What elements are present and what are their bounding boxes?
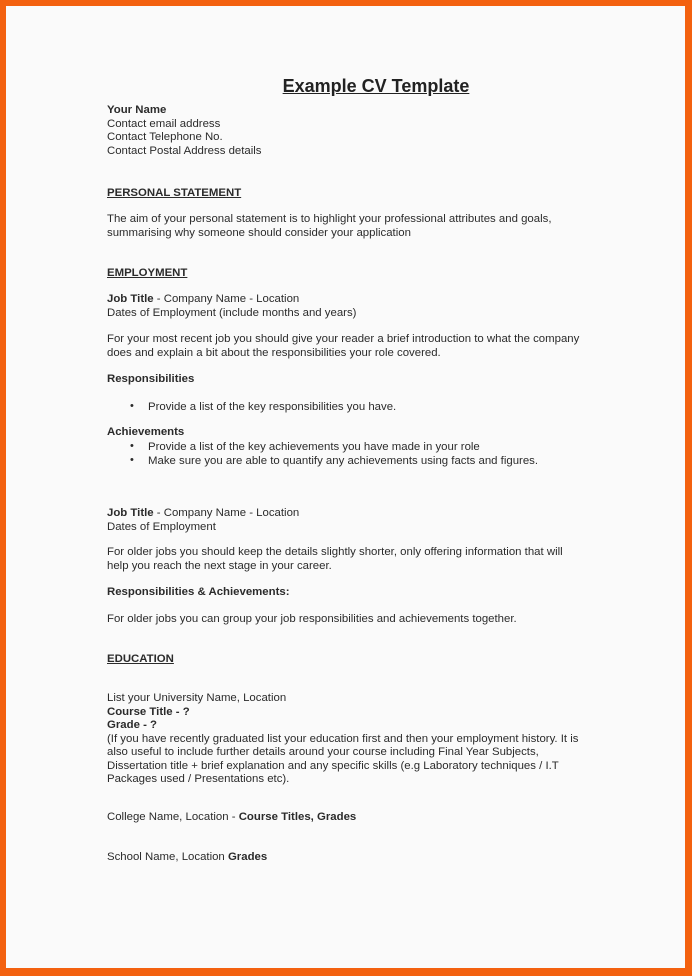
job2-dates: Dates of Employment [107, 520, 216, 533]
job2-ra-heading: Responsibilities & Achievements: [107, 586, 290, 598]
contact-name: Your Name [107, 104, 167, 116]
education-school [107, 851, 267, 865]
personal-statement-heading: PERSONAL STATEMENT [107, 187, 242, 199]
personal-line-1: The aim of your personal statement is to highlight your professional attributes and goals, [107, 213, 552, 225]
job1-achievements-heading: Achievements [107, 426, 185, 438]
personal-line-2: summarising why someone should consider your application [107, 226, 411, 239]
education-course: Course Title - ? [107, 705, 190, 718]
job2-intro-line-1: For older jobs you should keep the details slightly shorter, only offering information that will [107, 546, 563, 558]
cv-page [6, 6, 685, 968]
job2-header [107, 507, 299, 534]
employment-heading: EMPLOYMENT [107, 267, 188, 279]
education-note-4: Packages used / Presentations etc). [107, 773, 290, 785]
page-title: Example CV Template [282, 76, 470, 96]
college-name: College Name, Location - [107, 811, 239, 823]
job1-responsibilities-heading: Responsibilities [107, 373, 195, 385]
education-uni-block [107, 692, 578, 787]
job2-ra-text: For older jobs you can group your job responsibilities and achievements together. [107, 613, 517, 625]
job2-title-line [107, 507, 299, 521]
contact-postal: Contact Postal Address details [107, 144, 262, 157]
job1-dates: Dates of Employment (include months and years) [107, 306, 357, 319]
job1-ach-item-2: Make sure you are able to quantify any achievements using facts and figures. [148, 455, 539, 467]
school-grades: Grades [227, 851, 268, 863]
education-college [107, 811, 356, 825]
personal-statement-text [107, 213, 551, 240]
job1-header [107, 293, 356, 320]
college-grades: Course Titles, Grades [238, 811, 357, 823]
education-heading: EDUCATION [107, 653, 174, 665]
bullet-icon: • [130, 400, 134, 412]
job1-intro-line-2: does and explain a bit about the responsibilities your role covered. [107, 346, 441, 359]
job1-company: - Company Name - Location [153, 293, 300, 305]
job1-title: Job Title [107, 293, 154, 305]
job2-company: - Company Name - Location [153, 507, 300, 519]
job1-title-line [107, 293, 356, 307]
bullet-icon: • [130, 454, 134, 466]
job2-title: Job Title [107, 507, 154, 519]
contact-block [107, 104, 262, 158]
job1-ach-item-1: Provide a list of the key achievements you have made in your role [148, 441, 480, 453]
job1-intro-line-1: For your most recent job you should give your reader a brief introduction to what the company [107, 333, 580, 345]
job1-resp-item: Provide a list of the key responsibilities you have. [148, 401, 397, 413]
education-uni: List your University Name, Location [107, 692, 287, 704]
education-note-1: (If you have recently graduated list your education first and then your employment history. It is [107, 732, 579, 745]
job2-intro-line-2: help you reach the next stage in your career. [107, 559, 332, 572]
education-grade: Grade - ? [107, 719, 158, 731]
job2-intro [107, 546, 563, 573]
contact-email: Contact email address [107, 117, 221, 130]
contact-phone: Contact Telephone No. [107, 131, 223, 143]
school-name: School Name, Location [107, 851, 228, 863]
bullet-icon: • [130, 440, 134, 452]
education-note-2: also useful to include further details around your course including Final Year Subjects, [107, 746, 539, 758]
job1-intro [107, 333, 579, 360]
education-note-3: Dissertation title + brief explanation and any specific skills (e.g Laboratory techniques / I.T [107, 759, 559, 772]
